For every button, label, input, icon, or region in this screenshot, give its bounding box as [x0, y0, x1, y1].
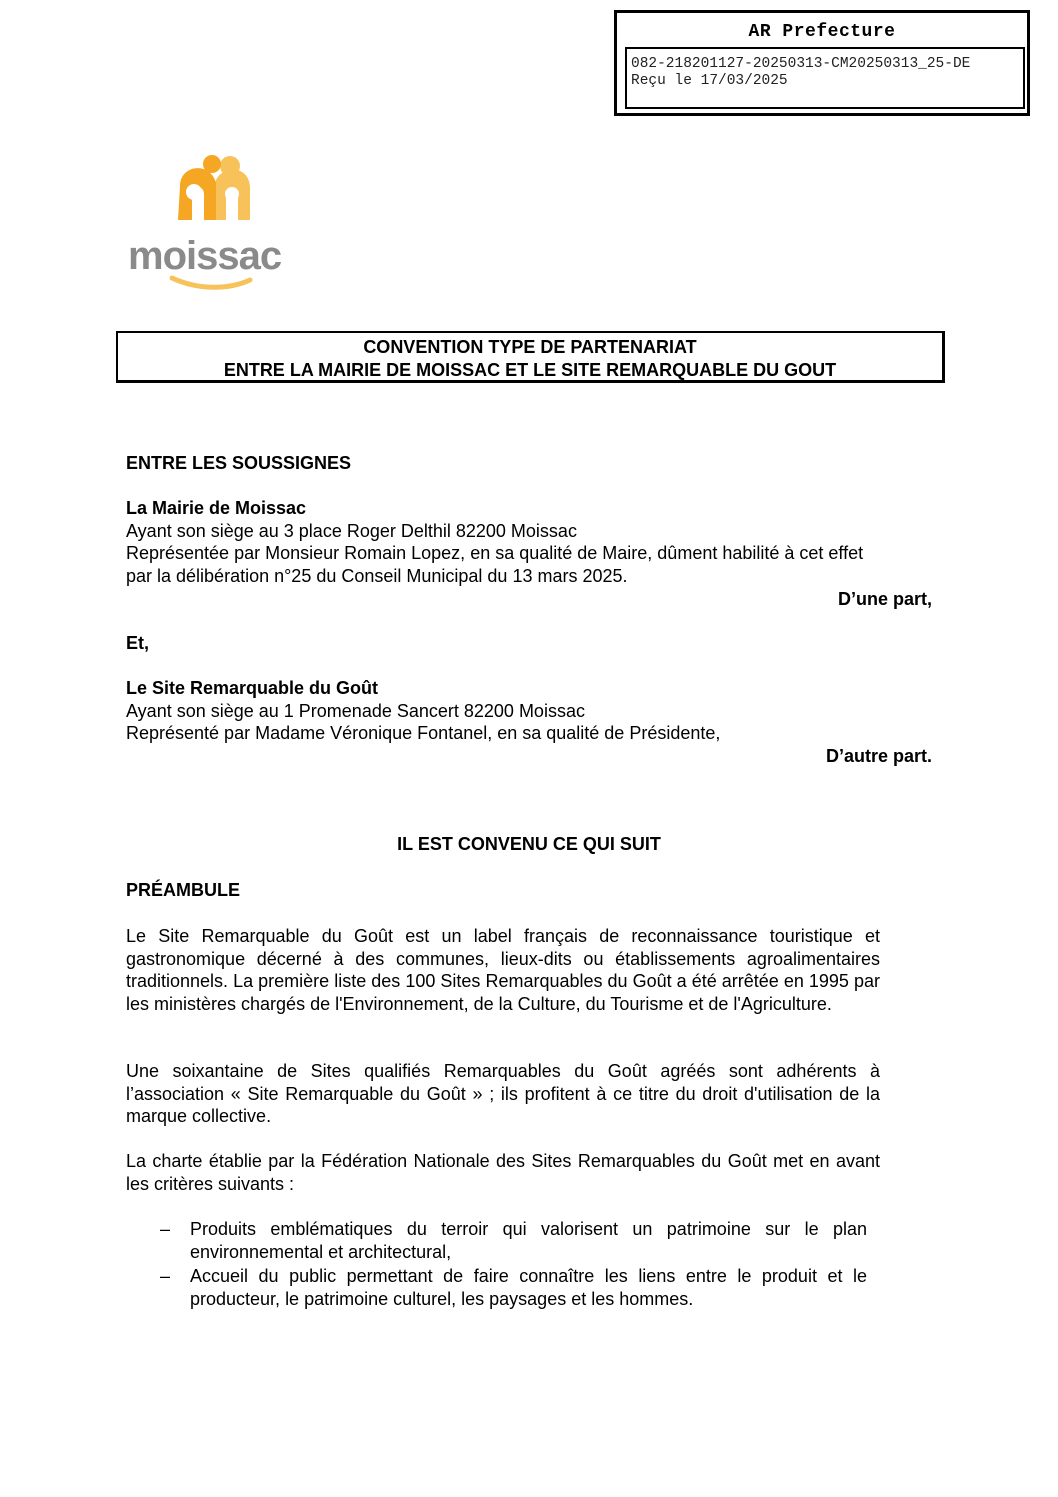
title-line-1: CONVENTION TYPE DE PARTENARIAT — [363, 337, 697, 357]
party2-representative: Représenté par Madame Véronique Fontanel, en sa qualité de Présidente, — [126, 723, 721, 743]
party2-closing: D’autre part. — [825, 746, 932, 766]
prefecture-stamp — [614, 10, 1030, 116]
stamp-received-date: Reçu le 17/03/2025 — [631, 73, 788, 89]
agreement-heading: IL EST CONVENU CE QUI SUIT — [397, 834, 661, 854]
preamble-paragraph-2: Une soixantaine de Sites qualifiés Remarquables du Goût agréés sont adhérents à l’association « Site Remarquable du Goût » ; ils profitent à ce titre du droit d'utilisation de la marque collective. — [126, 1061, 880, 1126]
logo-text: moissac — [128, 234, 282, 278]
party1-closing: D’une part, — [837, 589, 932, 609]
criteria-item-2: Accueil du public permettant de faire connaître les liens entre le produit et le producteur, le patrimoine culturel, les paysages et les hommes. — [190, 1266, 867, 1309]
parties-heading: ENTRE LES SOUSSIGNES — [126, 453, 352, 473]
stamp-reference-box — [625, 47, 1025, 109]
party1-address: Ayant son siège au 3 place Roger Delthil 82200 Moissac — [126, 521, 577, 541]
criteria-item-1: Produits emblématiques du terroir qui valorisent un patrimoine sur le plan environnemental et architectural, — [190, 1219, 867, 1262]
party1-deliberation: par la délibération n°25 du Conseil Municipal du 13 mars 2025. — [126, 566, 628, 586]
title-line-2: ENTRE LA MAIRIE DE MOISSAC ET LE SITE REMARQUABLE DU GOUT — [223, 360, 837, 380]
document-title — [116, 331, 945, 383]
list-bullet: – — [160, 1266, 171, 1286]
stamp-title: AR Prefecture — [748, 22, 896, 42]
party1-name: La Mairie de Moissac — [126, 498, 307, 518]
moissac-logo — [128, 152, 300, 294]
preamble-paragraph-1: Le Site Remarquable du Goût est un label français de reconnaissance touristique et gastronomique décerné à des communes, lieux-dits ou établissements agroalimentaires traditionnels. La première liste des 100 Sites Remarquables du Goût a été arrêtée en 1995 par les ministères chargés de l'Environnement, de la Culture, du Tourisme et de l'Agriculture. — [126, 926, 880, 1014]
and-label: Et, — [126, 633, 150, 653]
stamp-reference: 082-218201127-20250313-CM20250313_25-DE — [631, 56, 971, 72]
party1-representative: Représentée par Monsieur Romain Lopez, en sa qualité de Maire, dûment habilité à cet effet — [126, 543, 864, 563]
party2-name: Le Site Remarquable du Goût — [126, 678, 379, 698]
preamble-paragraph-3: La charte établie par la Fédération Nationale des Sites Remarquables du Goût met en avant les critères suivants : — [126, 1151, 880, 1194]
list-bullet: – — [160, 1219, 171, 1239]
party2-address: Ayant son siège au 1 Promenade Sancert 82200 Moissac — [126, 701, 585, 721]
preamble-heading: PRÉAMBULE — [126, 880, 241, 900]
